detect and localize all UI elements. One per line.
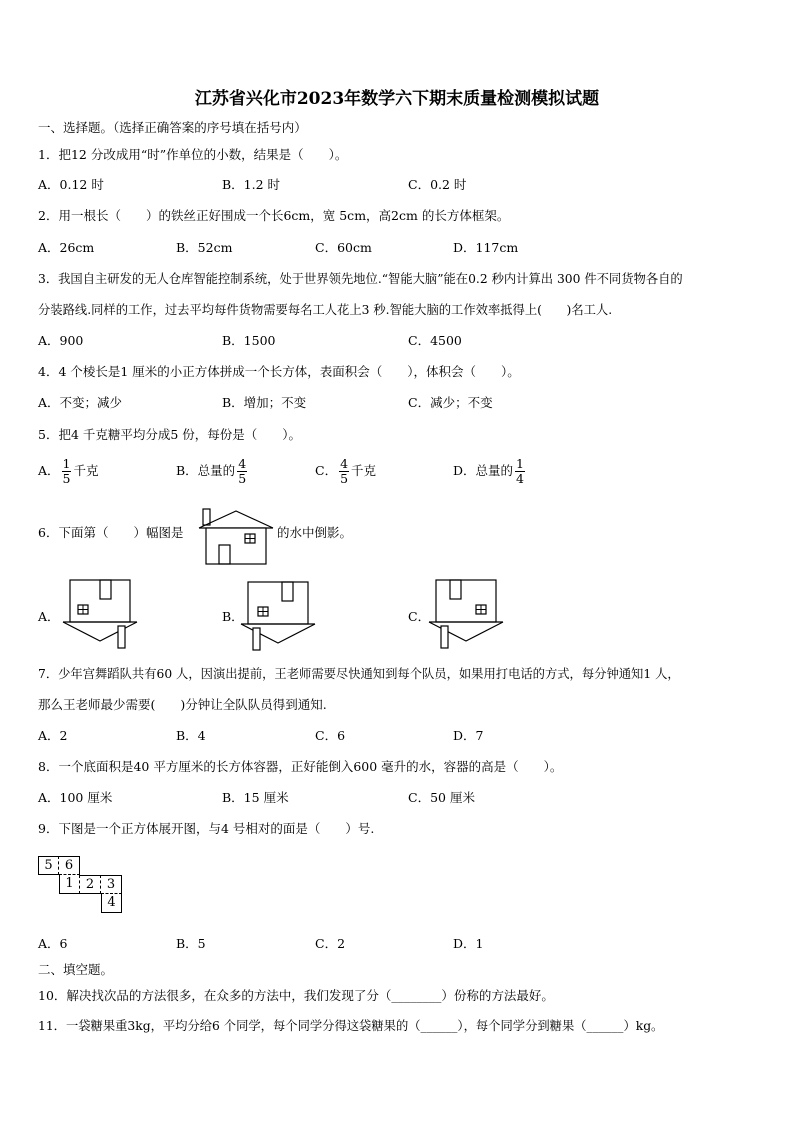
q7-option-a: A．2	[38, 728, 68, 743]
question-3-line-1: 3．我国自主研发的无人仓库智能控制系统，处于世界领先地位.“智能大脑”能在0.2 秒内计算出 300 件不同货物各自的	[38, 272, 683, 286]
question-8: 8．一个底面积是40 平方厘米的长方体容器，正好能倒入600 毫升的水，容器的高是（ ）。	[38, 759, 563, 774]
q4-option-a: A．不变；减少	[38, 395, 123, 410]
q9-option-a: A．6	[38, 936, 68, 951]
q6-option-a: A．	[38, 609, 60, 624]
house-image	[198, 508, 274, 566]
q8-option-a: A．100 厘米	[38, 790, 113, 805]
section-fill-heading: 二、填空题。	[38, 962, 114, 977]
fraction: $\frac{4}{5}$	[340, 456, 349, 486]
reflection-a-image	[62, 578, 138, 650]
q2-option-a: A．26cm	[38, 240, 95, 255]
q7-option-d: D．7	[453, 728, 484, 743]
q3-option-a: A．900	[38, 333, 84, 348]
question-10: 10．解决找次品的方法很多，在众多的方法中，我们发现了分（________）份称的方法最好。	[38, 988, 554, 1003]
q8-option-c: C．50 厘米	[408, 790, 475, 805]
question-6-prefix: 6．下面第（ ）幅图是	[38, 525, 184, 540]
q4-option-c: C．减少；不变	[408, 395, 493, 410]
fraction: $\frac{1}{5}$	[62, 456, 71, 486]
q2-option-c: C．60cm	[315, 240, 372, 255]
question-1: 1．把12 分改成用“时”作单位的小数，结果是（ ）。	[38, 147, 348, 162]
question-3-line-2: 分装路线.同样的工作，过去平均每件货物需要每名工人花上3 秒.智能大脑的工作效率抵得上( )名工人.	[38, 303, 613, 317]
q1-option-a: A．0.12 时	[38, 177, 104, 192]
question-9: 9．下图是一个正方体展开图，与4 号相对的面是（ ）号.	[38, 821, 375, 836]
q5-option-a: A． $\frac{1}{5}$ 千克	[38, 456, 99, 486]
question-4: 4．4 个棱长是1 厘米的小正方体拼成一个长方体，表面积会（ ），体积会（ ）。	[38, 364, 520, 379]
q8-option-b: B．15 厘米	[222, 790, 289, 805]
cube-net-cell: 5	[38, 856, 59, 875]
q5-option-b: B．总量的 $\frac{4}{5}$	[176, 456, 247, 486]
q2-option-b: B．52cm	[176, 240, 233, 255]
q5-option-d: D．总量的 $\frac{1}{4}$	[453, 456, 524, 486]
q7-option-b: B．4	[176, 728, 206, 743]
question-6-suffix: 的水中倒影。	[277, 525, 353, 540]
q6-option-b: B．	[222, 609, 244, 624]
reflection-c-image	[428, 578, 504, 650]
cube-net-cell: 4	[101, 894, 122, 913]
fraction: $\frac{1}{4}$	[516, 456, 524, 486]
q6-option-c: C．	[408, 609, 431, 624]
fraction: $\frac{4}{5}$	[238, 456, 247, 486]
cube-net-cell: 2	[80, 875, 101, 894]
q1-option-b: B．1.2 时	[222, 177, 281, 192]
q9-option-b: B．5	[176, 936, 206, 951]
reflection-b-image	[240, 580, 316, 652]
q3-option-b: B．1500	[222, 333, 276, 348]
question-7-line-2: 那么王老师最少需要( )分钟让全队队员得到通知.	[38, 697, 327, 712]
question-7-line-1: 7．少年宫舞蹈队共有60 人，因演出提前，王老师需要尽快通知到每个队员，如果用打电话的方式，每分钟通知1 人，	[38, 667, 680, 681]
cube-net-cell: 1	[59, 875, 80, 894]
q5-option-c: C． $\frac{4}{5}$ 千克	[315, 456, 377, 486]
q7-option-c: C．6	[315, 728, 346, 743]
question-11: 11．一袋糖果重3kg，平均分给6 个同学，每个同学分得这袋糖果的（______），每个同学分到糖果（______）kg。	[38, 1019, 664, 1033]
q2-option-d: D．117cm	[453, 240, 519, 255]
question-5: 5．把4 千克糖平均分成5 份，每份是（ ）。	[38, 427, 302, 442]
question-2: 2．用一根长（ ）的铁丝正好围成一个长6cm，宽 5cm，高2cm 的长方体框架。	[38, 208, 510, 223]
q4-option-b: B．增加；不变	[222, 395, 307, 410]
q1-option-c: C．0.2 时	[408, 177, 467, 192]
page-title: 江苏省兴化市2023年数学六下期末质量检测模拟试题	[194, 89, 600, 109]
q9-option-c: C．2	[315, 936, 346, 951]
cube-net-cell: 3	[101, 875, 122, 894]
q3-option-c: C．4500	[408, 333, 462, 348]
q9-option-d: D．1	[453, 936, 484, 951]
cube-net-cell: 6	[59, 856, 80, 875]
section-choice-heading: 一、选择题。（选择正确答案的序号填在括号内）	[38, 120, 307, 135]
